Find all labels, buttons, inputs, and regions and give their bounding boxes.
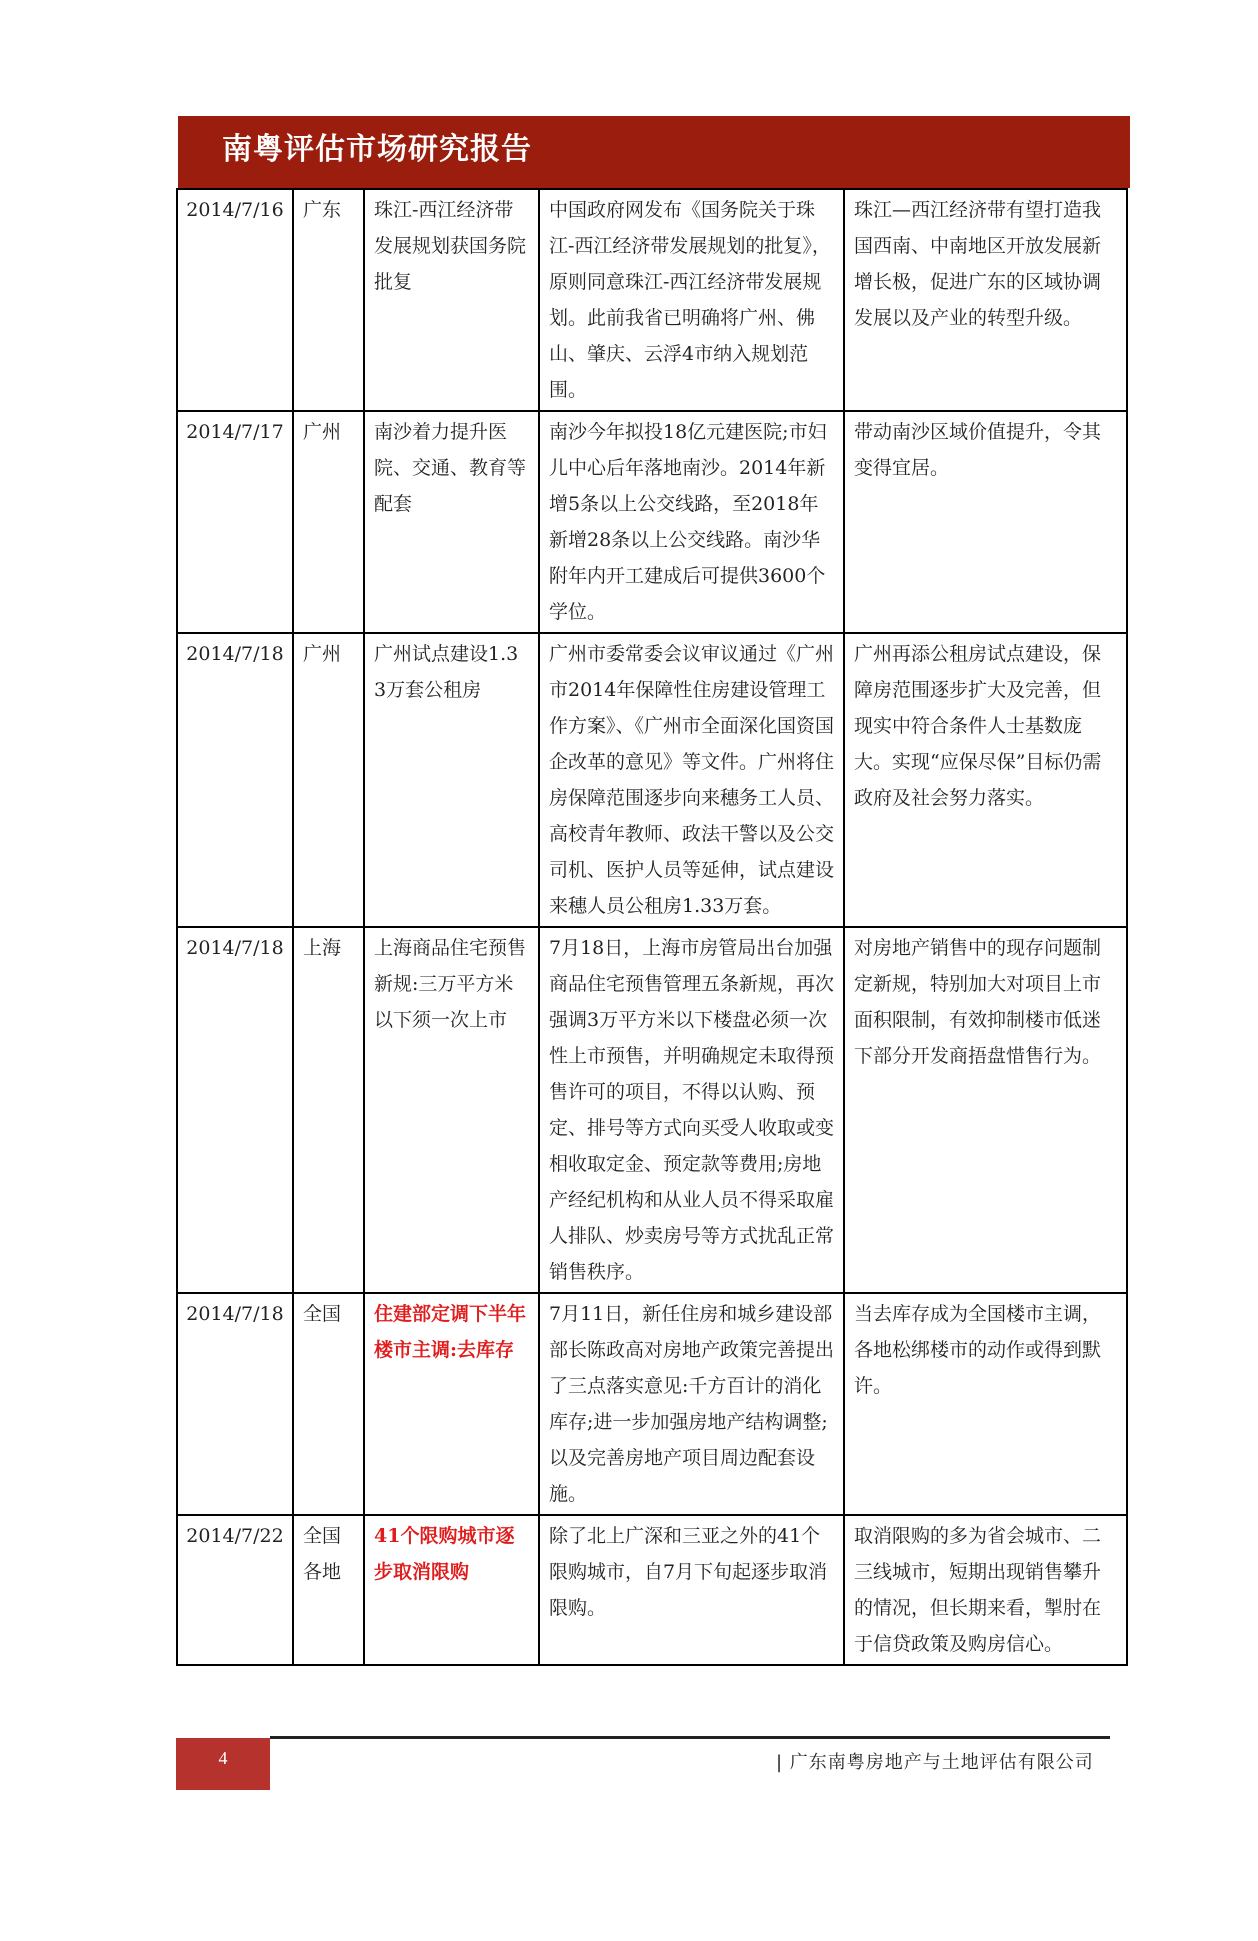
row-comment: 当去库存成为全国楼市主调，各地松绑楼市的动作或得到默许。: [844, 1293, 1127, 1515]
table-row: [177, 633, 1127, 927]
row-comment: 广州再添公租房试点建设，保障房范围逐步扩大及完善，但现实中符合条件人士基数庞大。实现“应保尽保”目标仍需政府及社会努力落实。: [844, 633, 1127, 927]
row-content: 广州市委常委会议审议通过《广州市2014年保障性住房建设管理工作方案》、《广州市全面深化国资国企改革的意见》等文件。广州将住房保障范围逐步向来穗务工人员、高校青年教师、政法干警以及公交司机、医护人员等延伸，试点建设来穗人员公租房1.33万套。: [539, 633, 844, 927]
row-region: 广东: [293, 189, 364, 411]
row-event-highlight: 41个限购城市逐步取消限购: [364, 1515, 539, 1665]
row-date: 2014/7/16: [177, 189, 293, 411]
row-content: 除了北上广深和三亚之外的41个限购城市，自7月下旬起逐步取消限购。: [539, 1515, 844, 1665]
row-region: 全国: [293, 1293, 364, 1515]
row-region: 全国各地: [293, 1515, 364, 1665]
row-comment: 取消限购的多为省会城市、二三线城市，短期出现销售攀升的情况，但长期来看，掣肘在于信贷政策及购房信心。: [844, 1515, 1127, 1665]
table-row: [177, 927, 1127, 1293]
row-date: 2014/7/18: [177, 633, 293, 927]
table-row: [177, 1515, 1127, 1665]
row-content: 南沙今年拟投18亿元建医院;市妇儿中心后年落地南沙。2014年新增5条以上公交线路，至2018年新增28条以上公交线路。南沙华附年内开工建成后可提供3600个学位。: [539, 411, 844, 633]
row-region: 广州: [293, 411, 364, 633]
table-row: [177, 189, 1127, 411]
table-row: [177, 411, 1127, 633]
row-event: 珠江-西江经济带发展规划获国务院批复: [364, 189, 539, 411]
footer-divider: [270, 1736, 1110, 1739]
news-table: [176, 188, 1128, 1666]
row-event: 上海商品住宅预售新规:三万平方米以下须一次上市: [364, 927, 539, 1293]
row-content: 中国政府网发布《国务院关于珠江-西江经济带发展规划的批复》，原则同意珠江-西江经济带发展规划。此前我省已明确将广州、佛山、肇庆、云浮4市纳入规划范围。: [539, 189, 844, 411]
row-region: 上海: [293, 927, 364, 1293]
table-row: [177, 1293, 1127, 1515]
report-title: 南粤评估市场研究报告: [222, 132, 532, 167]
row-event: 南沙着力提升医院、交通、教育等配套: [364, 411, 539, 633]
row-comment: 带动南沙区域价值提升，令其变得宜居。: [844, 411, 1127, 633]
row-date: 2014/7/22: [177, 1515, 293, 1665]
row-date: 2014/7/18: [177, 927, 293, 1293]
footer-company-name: | 广东南粤房地产与土地评估有限公司: [776, 1752, 1094, 1773]
news-table-body: [177, 189, 1127, 1665]
row-event-highlight: 住建部定调下半年楼市主调:去库存: [364, 1293, 539, 1515]
row-comment: 珠江—西江经济带有望打造我国西南、中南地区开放发展新增长极，促进广东的区域协调发展以及产业的转型升级。: [844, 189, 1127, 411]
page-number-box: [176, 1738, 270, 1790]
row-content: 7月18日，上海市房管局出台加强商品住宅预售管理五条新规，再次强调3万平方米以下楼盘必须一次性上市预售，并明确规定未取得预售许可的项目，不得以认购、预定、排号等方式向买受人收取或变相收取定金、预定款等费用;房地产经纪机构和从业人员不得采取雇人排队、炒卖房号等方式扰乱正常销售秩序。: [539, 927, 844, 1293]
row-event: 广州试点建设1.33万套公租房: [364, 633, 539, 927]
row-comment: 对房地产销售中的现存问题制定新规，特别加大对项目上市面积限制，有效抑制楼市低迷下部分开发商捂盘惜售行为。: [844, 927, 1127, 1293]
row-content: 7月11日，新任住房和城乡建设部部长陈政高对房地产政策完善提出了三点落实意见:千方百计的消化库存;进一步加强房地产结构调整;以及完善房地产项目周边配套设施。: [539, 1293, 844, 1515]
row-date: 2014/7/17: [177, 411, 293, 633]
row-region: 广州: [293, 633, 364, 927]
page-number: 4: [218, 1748, 228, 1768]
report-header-bar: [178, 116, 1130, 188]
row-date: 2014/7/18: [177, 1293, 293, 1515]
